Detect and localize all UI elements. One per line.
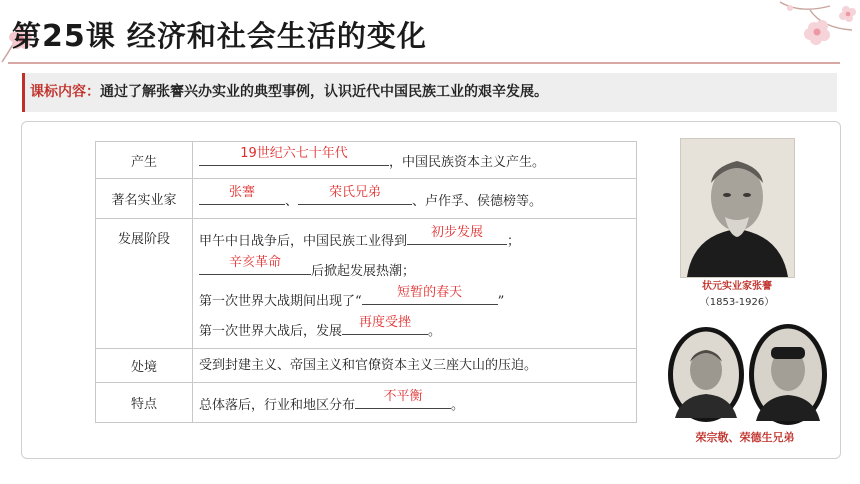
portrait-image <box>667 326 745 423</box>
answer-text: 再度受挫 <box>359 314 412 330</box>
answer-text: 初步发展 <box>431 224 484 240</box>
zhang-jian-caption: 状元实业家张謇 （1853-1926） <box>675 279 799 313</box>
table-row-origin: 产生 19世纪六七十年代 ，中国民族资本主义产生。 <box>96 142 637 179</box>
row-label: 处境 <box>96 349 193 383</box>
table-row-stages: 发展阶段 甲午中日战争后，中国民族工业得到 初步发展 ； 辛亥革命 后掀起发展热潮； 第一次世界大战期间出现了“ 短暂的春天 ” 第一次世界大战后，发展 再度受挫 。 <box>96 219 637 349</box>
answer-text: 短暂的春天 <box>397 284 463 300</box>
banner-label: 课标内容： <box>30 84 100 100</box>
row-label: 发展阶段 <box>96 219 193 349</box>
rong-zongjing-photo <box>667 326 745 423</box>
row-label: 特点 <box>96 383 193 423</box>
row-label: 著名实业家 <box>96 179 193 219</box>
title-divider <box>8 62 840 64</box>
answer-text: 不平衡 <box>383 388 423 404</box>
curriculum-banner <box>22 73 837 112</box>
answer-text: 19世纪六七十年代 <box>240 146 348 161</box>
table-row-situation: 处境 受到封建主义、帝国主义和官僚资本主义三座大山的压迫。 <box>96 349 637 383</box>
answer-text: 荣氏兄弟 <box>329 184 382 200</box>
answer-text: 张謇 <box>228 184 255 200</box>
plum-blossom-decoration-top-right <box>770 0 860 52</box>
rong-desheng-photo <box>748 323 828 426</box>
rong-brothers-caption: 荣宗敬、荣德生兄弟 <box>695 431 795 444</box>
zhang-jian-photo <box>680 138 795 278</box>
lesson-title: 第25课 经济和社会生活的变化 <box>12 19 427 54</box>
table-row-features: 特点 总体落后，行业和地区分布 不平衡 。 <box>96 383 637 423</box>
portrait-image <box>681 139 794 277</box>
banner-text: 通过了解张謇兴办实业的典型事例，认识近代中国民族工业的艰辛发展。 <box>100 84 548 100</box>
row-label: 产生 <box>96 142 193 179</box>
table-row-industrialists: 著名实业家 张謇 、 荣氏兄弟 、卢作孚、侯德榜等。 <box>96 179 637 219</box>
portrait-image <box>748 323 828 426</box>
industry-table <box>95 141 637 423</box>
answer-text: 辛亥革命 <box>228 254 281 270</box>
